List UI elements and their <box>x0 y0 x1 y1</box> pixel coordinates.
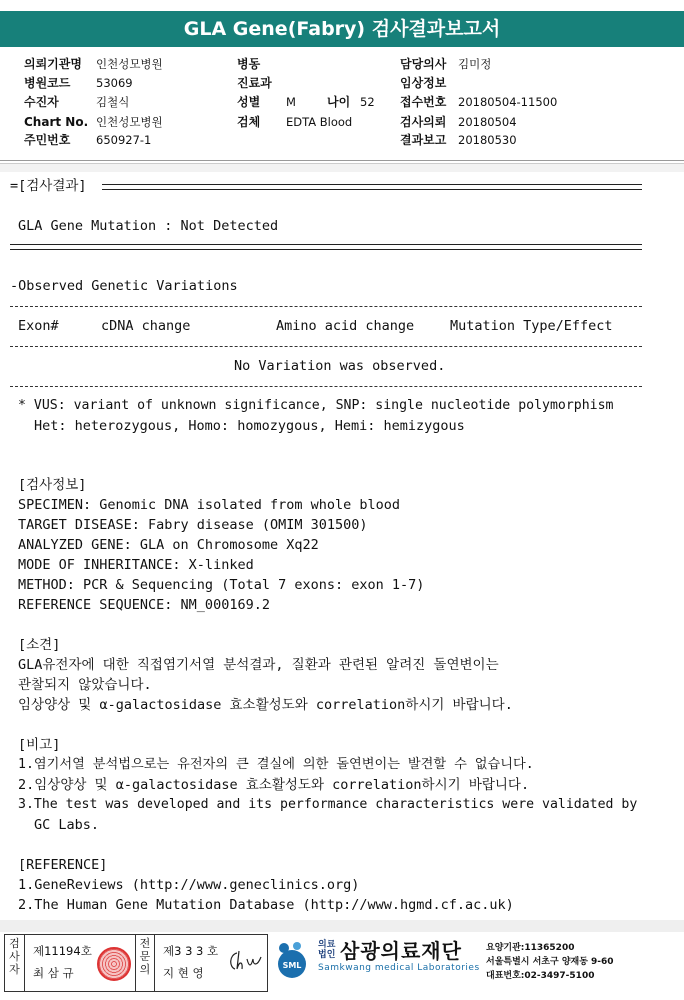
reference-item: 1.GeneReviews (http://www.geneclinics.org) <box>18 877 360 893</box>
reviewer-label <box>135 935 155 991</box>
info-specimen: SPECIMEN: Genomic DNA isolated from whole blood <box>18 497 401 513</box>
tester-label <box>5 935 25 991</box>
double-rule <box>10 236 642 256</box>
reviewer-license-no: 제3 3 3 호 <box>163 944 219 958</box>
org-phone: 대표번호:02-3497-5100 <box>486 971 595 981</box>
top-scroll-strip <box>0 164 684 172</box>
opinion-line: 관찰되지 않았습니다. <box>18 677 152 693</box>
opinion-line: 임상양상 및 α-galactosidase 효소활성도와 correlation하시기 바랍니다. <box>18 697 513 713</box>
opinion-heading: [소견] <box>18 637 61 653</box>
org-type-line2: 법인 <box>318 950 336 960</box>
org-address: 서울특별시 서초구 양재동 9-60 <box>486 957 614 967</box>
report-body <box>0 172 684 920</box>
request-date-value: 20180504 <box>458 115 517 129</box>
report-footer <box>0 932 684 1000</box>
double-rule <box>102 184 642 190</box>
hospital-name-value: 인천성모병원 <box>96 57 163 71</box>
clinical-info-label: 임상정보 <box>400 76 447 90</box>
logo-text: SML <box>282 961 302 970</box>
receipt-no-label: 접수번호 <box>400 95 447 109</box>
sml-logo <box>270 938 314 982</box>
chart-no-value: 인천성모병원 <box>96 115 163 129</box>
institution-code: 요양기관:11365200 <box>486 943 575 953</box>
reference-heading: [REFERENCE] <box>18 857 108 873</box>
info-reference-sequence: REFERENCE SEQUENCE: NM_000169.2 <box>18 597 270 613</box>
doctor-label: 담당의사 <box>400 57 447 71</box>
mutation-result: GLA Gene Mutation : Not Detected <box>18 218 279 234</box>
patient-name-label: 수진자 <box>24 95 59 109</box>
age-value: 52 <box>360 95 375 109</box>
department-label: 진료과 <box>237 76 272 90</box>
bottom-strip <box>0 920 684 932</box>
column-mutation-type: Mutation Type/Effect <box>450 318 613 334</box>
header-divider <box>0 160 684 161</box>
resident-no-label: 주민번호 <box>24 133 71 147</box>
result-section-head <box>10 176 642 196</box>
info-inheritance: MODE OF INHERITANCE: X-linked <box>18 557 254 573</box>
resident-no-value: 650927-1 <box>96 133 152 147</box>
ward-label: 병동 <box>237 57 261 71</box>
remark-line: GC Labs. <box>34 817 100 833</box>
footnote-vus: * VUS: variant of unknown significance, SNP: single nucleotide polymorphism <box>18 398 614 413</box>
doctor-value: 김미정 <box>458 57 492 71</box>
observed-variations-heading: -Observed Genetic Variations <box>10 278 238 294</box>
column-exon: Exon# <box>18 318 59 334</box>
sex-value: M <box>286 95 296 109</box>
column-cdna: cDNA change <box>101 318 191 334</box>
org-type <box>318 940 335 960</box>
remarks-heading: [비고] <box>18 737 61 753</box>
no-variation-text: No Variation was observed. <box>234 358 446 374</box>
org-type-line1: 의료 <box>318 940 336 950</box>
test-info-heading: [검사정보] <box>18 477 87 493</box>
remark-line: 2.임상양상 및 α-galactosidase 효소활성도와 correlation하시기 바랍니다. <box>18 777 530 793</box>
info-target-disease: TARGET DISEASE: Fabry disease (OMIM 301500) <box>18 517 368 533</box>
hospital-name-label: 의뢰기관명 <box>24 57 82 71</box>
specimen-value: EDTA Blood <box>286 115 353 129</box>
opinion-line: GLA유전자에 대한 직접염기서열 분석결과, 질환과 관련된 알려진 돌연변이는 <box>18 657 499 673</box>
reviewer-name: 지 현 영 <box>163 966 204 980</box>
chart-no-label: Chart No. <box>24 115 89 129</box>
reviewer-signature <box>227 949 263 973</box>
patient-name-value: 김철식 <box>96 95 130 109</box>
tester-label-text: 검 사 자 <box>9 937 20 976</box>
tester-name: 최 삼 규 <box>33 966 74 980</box>
request-date-label: 검사의뢰 <box>400 115 447 129</box>
remark-line: 3.The test was developed and its performance characteristics were validated by <box>18 797 638 812</box>
age-label: 나이 <box>327 95 351 109</box>
dashed-rule <box>10 296 642 316</box>
column-amino-acid: Amino acid change <box>276 318 415 334</box>
org-name: 삼광의료재단 <box>340 939 462 963</box>
hospital-code-value: 53069 <box>96 76 133 90</box>
report-title: GLA Gene(Fabry) 검사결과보고서 <box>0 11 684 47</box>
dashed-rule <box>10 336 642 356</box>
tester-license-no: 제11194호 <box>33 944 92 958</box>
info-analyzed-gene: ANALYZED GENE: GLA on Chromosome Xq22 <box>18 537 319 553</box>
hospital-code-label: 병원코드 <box>24 76 71 90</box>
signature-box <box>4 934 268 992</box>
remark-line: 1.염기서열 분석법으로는 유전자의 큰 결실에 의한 돌연변이는 발견할 수 없습니다. <box>18 757 534 772</box>
patient-header <box>0 54 684 158</box>
result-heading: =[검사결과] <box>10 178 87 194</box>
reference-item: 2.The Human Gene Mutation Database (http://www.hgmd.cf.ac.uk) <box>18 897 514 913</box>
report-date-label: 결과보고 <box>400 133 447 147</box>
report-date-value: 20180530 <box>458 133 517 147</box>
specimen-label: 검체 <box>237 115 261 129</box>
footnote-zygosity: Het: heterozygous, Homo: homozygous, Hemi: hemizygous <box>34 418 465 434</box>
sex-label: 성별 <box>237 95 261 109</box>
tester-seal <box>97 947 131 981</box>
receipt-no-value: 20180504-11500 <box>458 95 558 109</box>
dashed-rule <box>10 376 642 396</box>
org-english-name: Samkwang medical Laboratories <box>318 963 480 973</box>
info-method: METHOD: PCR & Sequencing (Total 7 exons: exon 1-7) <box>18 577 425 593</box>
reviewer-label-text: 전 문 의 <box>139 937 151 976</box>
